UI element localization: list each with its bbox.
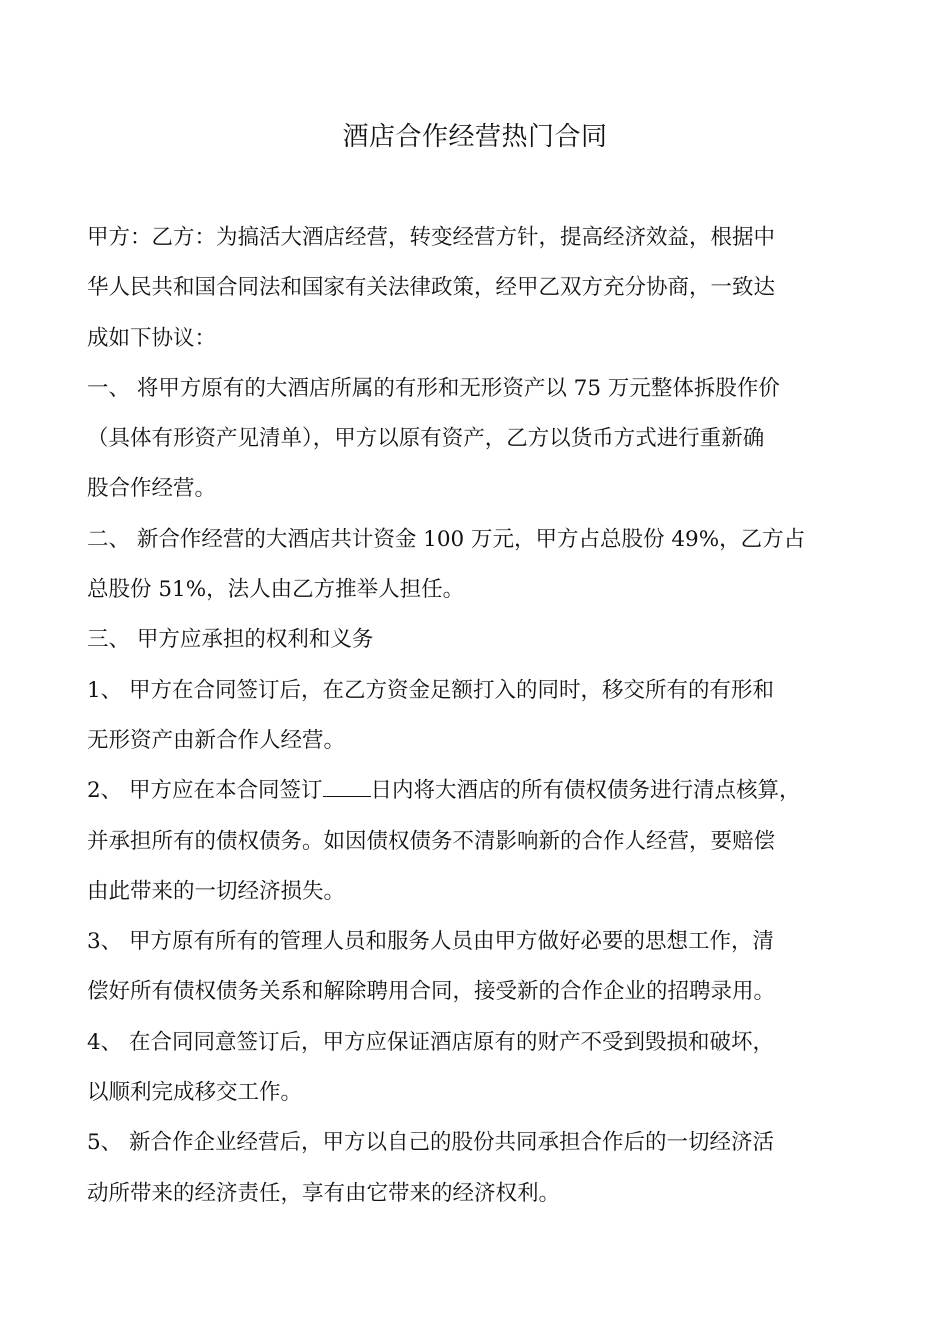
clause-line: 股合作经营。 <box>87 476 217 502</box>
item-text-after-blank: 日内将大酒店的所有债权债务进行清点核算， <box>370 778 801 804</box>
paragraph-line: 华人民共和国合同法和国家有关法律政策，经甲乙双方充分协商，一致达 <box>87 275 776 301</box>
paragraph-line: 甲方：乙方：为搞活大酒店经营，转变经营方针，提高经济效益，根据中 <box>87 225 776 250</box>
item-line: 无形资产由新合作人经营。 <box>87 727 346 753</box>
fill-in-blank[interactable] <box>323 780 371 797</box>
item-line: 3、 甲方原有所有的管理人员和服务人员由甲方做好必要的思想工作，清 <box>87 929 775 955</box>
section-heading: 三、 甲方应承担的权利和义务 <box>87 627 374 653</box>
document-title: 酒店合作经营热门合同 <box>342 122 608 152</box>
item-line: 动所带来的经济责任，享有由它带来的经济权利。 <box>87 1180 561 1206</box>
document-body <box>87 213 867 1219</box>
item-line: 以顺利完成移交工作。 <box>87 1080 303 1106</box>
item-text-before-blank: 2、 甲方应在本合同签订 <box>87 778 323 804</box>
clause-line: 一、 将甲方原有的大酒店所属的有形和无形资产以 75 万元整体拆股作价 <box>87 375 780 401</box>
item-line: 5、 新合作企业经营后，甲方以自己的股份共同承担合作后的一切经济活 <box>87 1130 775 1156</box>
item-line: 1、 甲方在合同签订后，在乙方资金足额打入的同时，移交所有的有形和 <box>87 677 775 703</box>
clause-line: 二、 新合作经营的大酒店共计资金 100 万元，甲方占总股份 49%，乙方占 <box>87 526 806 552</box>
item-line: 并承担所有的债权债务。如因债权债务不清影响新的合作人经营，要赔偿 <box>87 828 776 854</box>
item-line: 4、 在合同同意签订后，甲方应保证酒店原有的财产不受到毁损和破坏， <box>87 1029 775 1055</box>
item-line-with-blank <box>87 766 867 816</box>
paragraph-line: 成如下协议： <box>87 325 217 351</box>
clause-line: （具体有形资产见清单），甲方以原有资产，乙方以货币方式进行重新确 <box>87 426 765 452</box>
item-line: 由此带来的一切经济损失。 <box>87 878 346 904</box>
item-line: 偿好所有债权债务关系和解除聘用合同，接受新的合作企业的招聘录用。 <box>87 979 776 1005</box>
clause-line: 总股份 51%，法人由乙方推举人担任。 <box>87 577 465 603</box>
